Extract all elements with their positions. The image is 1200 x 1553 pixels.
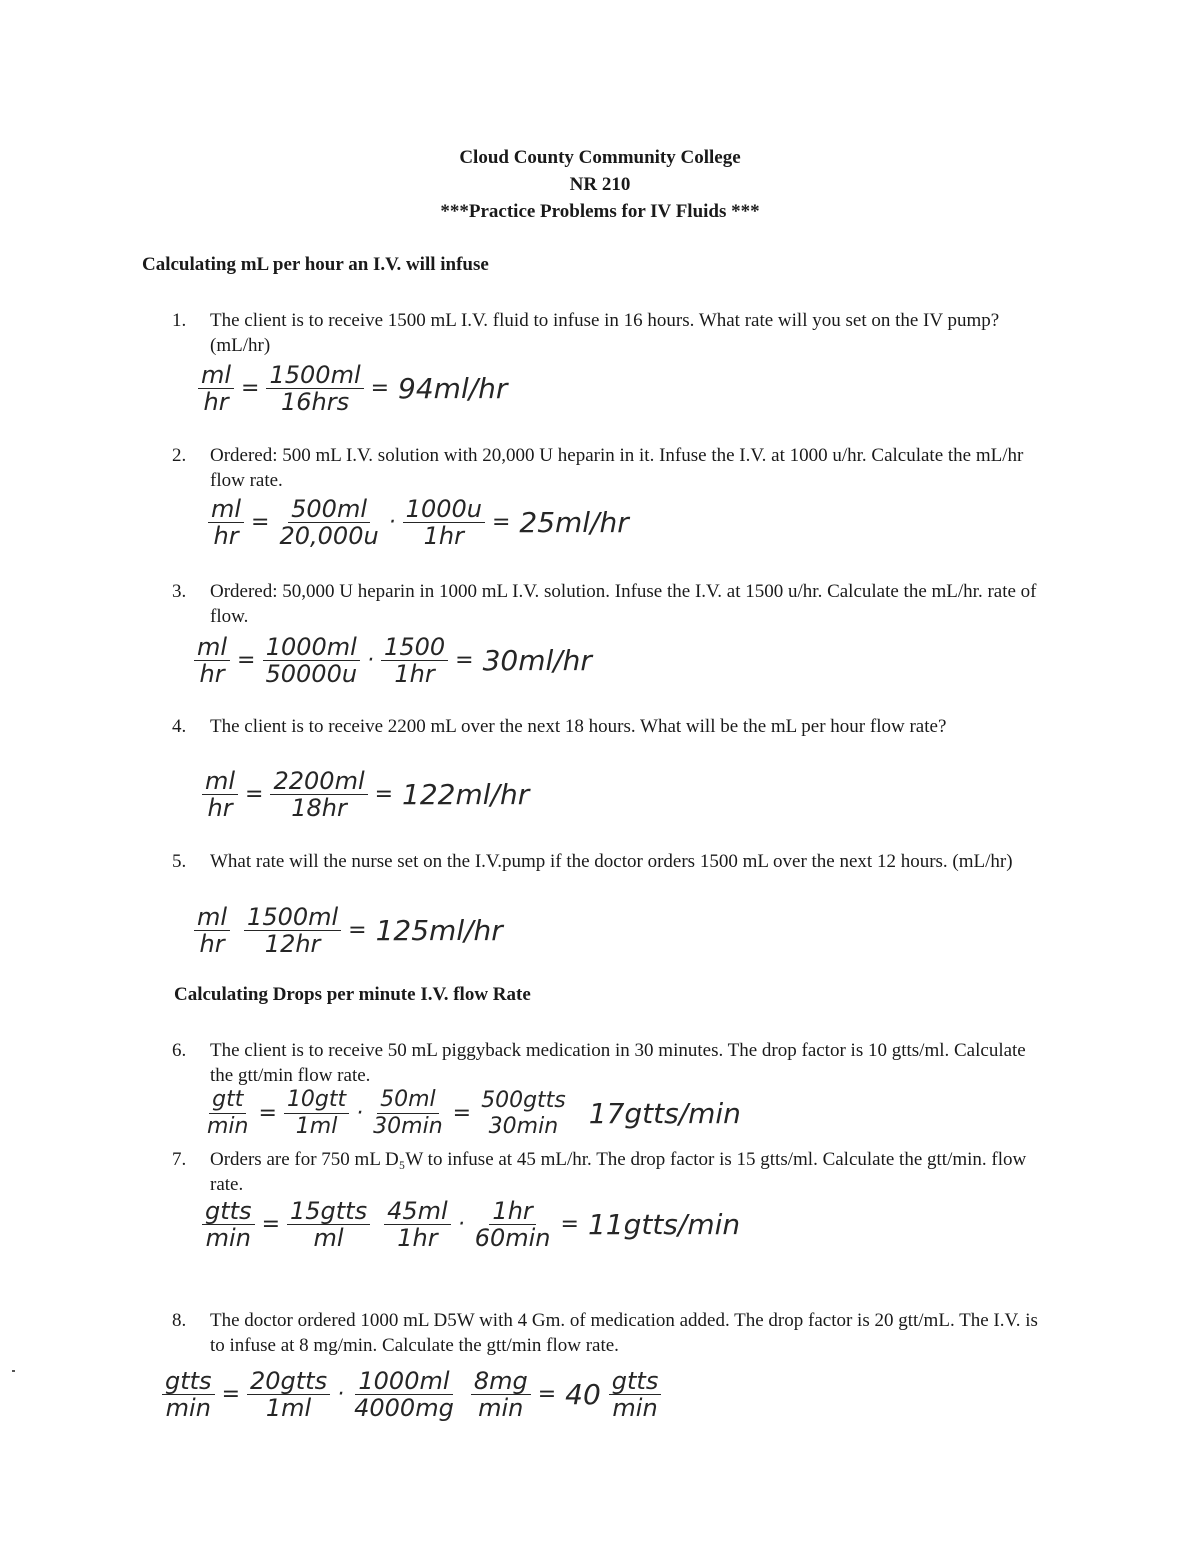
numerator: gtts xyxy=(202,1198,255,1225)
numerator: 10gtt xyxy=(284,1087,349,1114)
scan-speck xyxy=(12,1370,15,1372)
operator: = xyxy=(261,1212,280,1237)
problem-number: 5. xyxy=(172,851,187,872)
problem-text: Orders are for 750 mL D₅W to infuse at 45 mL/hr. The drop factor is 15 gtts/ml. Calculate the gtt/min. flow rate. xyxy=(210,1149,1027,1195)
problem-number: 3. xyxy=(172,581,187,602)
problem-text: Ordered: 500 mL I.V. solution with 20,000 U heparin in it. Infuse the I.V. at 1000 u/hr. Calculate the mL/hr flow rate. xyxy=(210,445,1024,491)
numerator: 500gtts xyxy=(481,1087,566,1113)
operator: · xyxy=(337,1382,345,1407)
result-units-fraction xyxy=(609,1368,662,1421)
operator: = xyxy=(245,782,264,807)
operator: = xyxy=(370,376,390,401)
fraction xyxy=(472,1198,554,1251)
fraction xyxy=(198,362,234,415)
problem-number: 7. xyxy=(172,1149,187,1170)
denominator: hr xyxy=(199,930,225,958)
numerator: ml xyxy=(194,904,230,931)
result: 17gtts/min xyxy=(588,1097,741,1130)
fraction xyxy=(244,904,341,957)
operator: · xyxy=(457,1212,465,1237)
fraction xyxy=(202,768,238,821)
fraction xyxy=(351,1368,457,1421)
handwritten-solution-6 xyxy=(202,1087,741,1140)
denominator: min xyxy=(207,1114,249,1139)
handwritten-solution-1 xyxy=(196,362,507,415)
numerator: 45ml xyxy=(384,1198,451,1225)
denominator: 20,000u xyxy=(279,522,379,550)
numerator: 20gtts xyxy=(247,1368,330,1395)
denominator: hr xyxy=(199,660,225,688)
problem-text: The client is to receive 2200 mL over the next 18 hours. What will be the mL per hour flow rate? xyxy=(210,716,947,737)
problem-text: The client is to receive 1500 mL I.V. fluid to infuse in 16 hours. What rate will you set on the IV pump? (mL/hr) xyxy=(210,310,1000,356)
fraction xyxy=(204,1087,252,1140)
numerator: ml xyxy=(208,496,244,523)
problem-7 xyxy=(172,1147,1052,1197)
denominator: 1ml xyxy=(265,1394,312,1422)
denominator: 1hr xyxy=(397,1224,438,1252)
operator: = xyxy=(560,1212,579,1237)
denominator: min xyxy=(478,1394,524,1422)
handwritten-solution-2 xyxy=(206,496,629,549)
course-code: NR 210 xyxy=(569,174,631,195)
operator: · xyxy=(367,648,375,673)
operator: = xyxy=(491,510,511,535)
denominator: hr xyxy=(213,522,239,550)
result: 40 xyxy=(565,1378,601,1411)
problem-text: Ordered: 50,000 U heparin in 1000 mL I.V. solution. Infuse the I.V. at 1500 u/hr. Calculate the mL/hr. rate of flow. xyxy=(210,581,1037,627)
problem-number: 2. xyxy=(172,445,187,466)
denominator: 60min xyxy=(474,1224,551,1252)
operator: = xyxy=(452,1101,472,1126)
problem-6 xyxy=(172,1038,1052,1088)
fraction xyxy=(284,1087,349,1140)
problem-8 xyxy=(172,1308,1052,1358)
fraction xyxy=(370,1087,445,1140)
numerator: 500ml xyxy=(288,496,370,523)
operator: = xyxy=(241,376,260,401)
result: 94ml/hr xyxy=(398,372,508,405)
fraction xyxy=(194,634,230,687)
problem-number: 8. xyxy=(172,1310,187,1331)
fraction xyxy=(471,1368,531,1421)
fraction xyxy=(384,1198,451,1251)
fraction xyxy=(262,634,360,687)
numerator: 1hr xyxy=(489,1198,535,1225)
numerator: ml xyxy=(202,768,238,795)
numerator: 1000ml xyxy=(355,1368,452,1395)
denominator: 12hr xyxy=(264,930,321,958)
fraction xyxy=(270,768,367,821)
fraction xyxy=(202,1198,255,1251)
handwritten-solution-5 xyxy=(192,904,503,957)
handwritten-solution-7 xyxy=(200,1198,740,1251)
fraction xyxy=(276,496,381,549)
fraction xyxy=(287,1198,370,1251)
numerator: 2200ml xyxy=(270,768,367,795)
denominator: min xyxy=(165,1394,211,1422)
denominator: min xyxy=(612,1394,658,1422)
numerator: 1500 xyxy=(381,634,448,661)
problem-number: 6. xyxy=(172,1040,187,1061)
result: 122ml/hr xyxy=(402,778,530,811)
numerator: 1000ml xyxy=(263,634,360,661)
numerator: 1000u xyxy=(403,496,485,523)
problem-text: The doctor ordered 1000 mL D5W with 4 Gm. of medication added. The drop factor is 20 gtt/mL. The I.V. is to infuse at 8 mg/min. Calculate the gtt/min flow rate. xyxy=(210,1310,1038,1356)
denominator: ml xyxy=(313,1224,344,1252)
operator: · xyxy=(388,510,396,535)
operator: = xyxy=(348,918,367,943)
denominator: 1hr xyxy=(423,522,464,550)
problem-number: 4. xyxy=(172,716,187,737)
denominator: 1ml xyxy=(295,1114,338,1139)
handwritten-solution-3 xyxy=(192,634,592,687)
section-heading-ml-per-hour: Calculating mL per hour an I.V. will infuse xyxy=(142,254,489,275)
operator: = xyxy=(374,782,394,807)
fraction xyxy=(162,1368,215,1421)
problem-number: 1. xyxy=(172,310,187,331)
numerator: 1500ml xyxy=(244,904,341,931)
numerator: 15gtts xyxy=(287,1198,370,1225)
denominator: 30min xyxy=(488,1113,559,1139)
denominator: 18hr xyxy=(291,794,347,822)
operator: = xyxy=(455,648,474,673)
result: 11gtts/min xyxy=(587,1208,741,1241)
denominator: hr xyxy=(203,388,229,416)
operator: = xyxy=(258,1101,277,1126)
fraction xyxy=(478,1088,569,1140)
result: 30ml/hr xyxy=(482,644,592,677)
college-title: Cloud County Community College xyxy=(459,147,741,168)
numerator: ml xyxy=(194,634,230,661)
denominator: 1hr xyxy=(394,660,435,688)
problem-2 xyxy=(172,443,1052,493)
numerator: gtts xyxy=(162,1368,215,1395)
result: 25ml/hr xyxy=(519,506,629,539)
denominator: min xyxy=(205,1224,251,1252)
denominator: 50000u xyxy=(265,660,358,688)
problem-text: What rate will the nurse set on the I.V.pump if the doctor orders 1500 mL over the next 12 hours. (mL/hr) xyxy=(210,851,1013,872)
denominator: hr xyxy=(207,794,233,822)
result: 125ml/hr xyxy=(375,914,503,947)
problem-5 xyxy=(172,849,1052,874)
worksheet-subtitle: ***Practice Problems for IV Fluids *** xyxy=(440,201,760,222)
fraction xyxy=(266,362,363,415)
numerator: ml xyxy=(198,362,234,389)
operator: = xyxy=(237,648,256,673)
problem-4 xyxy=(172,714,1052,739)
handwritten-solution-8 xyxy=(160,1368,663,1421)
numerator: gtt xyxy=(209,1087,246,1114)
numerator: gtts xyxy=(609,1368,662,1395)
denominator: 4000mg xyxy=(354,1394,454,1422)
problem-3 xyxy=(172,579,1052,629)
fraction xyxy=(381,634,448,687)
problem-1 xyxy=(172,308,1052,358)
fraction xyxy=(194,904,230,957)
denominator: 16hrs xyxy=(280,388,350,416)
denominator: 30min xyxy=(373,1114,443,1139)
operator: = xyxy=(537,1382,557,1407)
fraction xyxy=(403,496,485,549)
fraction xyxy=(208,496,244,549)
problem-text: The client is to receive 50 mL piggyback medication in 30 minutes. The drop factor is 10 gtts/ml. Calculate the gtt/min flow rate. xyxy=(210,1040,1026,1086)
numerator: 50ml xyxy=(377,1087,439,1114)
operator: = xyxy=(251,510,270,535)
numerator: 8mg xyxy=(471,1368,531,1395)
operator: = xyxy=(221,1382,240,1407)
section-heading-drops-per-minute: Calculating Drops per minute I.V. flow Rate xyxy=(174,984,531,1005)
handwritten-solution-4 xyxy=(200,768,529,821)
numerator: 1500ml xyxy=(266,362,363,389)
operator: · xyxy=(356,1101,364,1126)
fraction xyxy=(247,1368,330,1421)
